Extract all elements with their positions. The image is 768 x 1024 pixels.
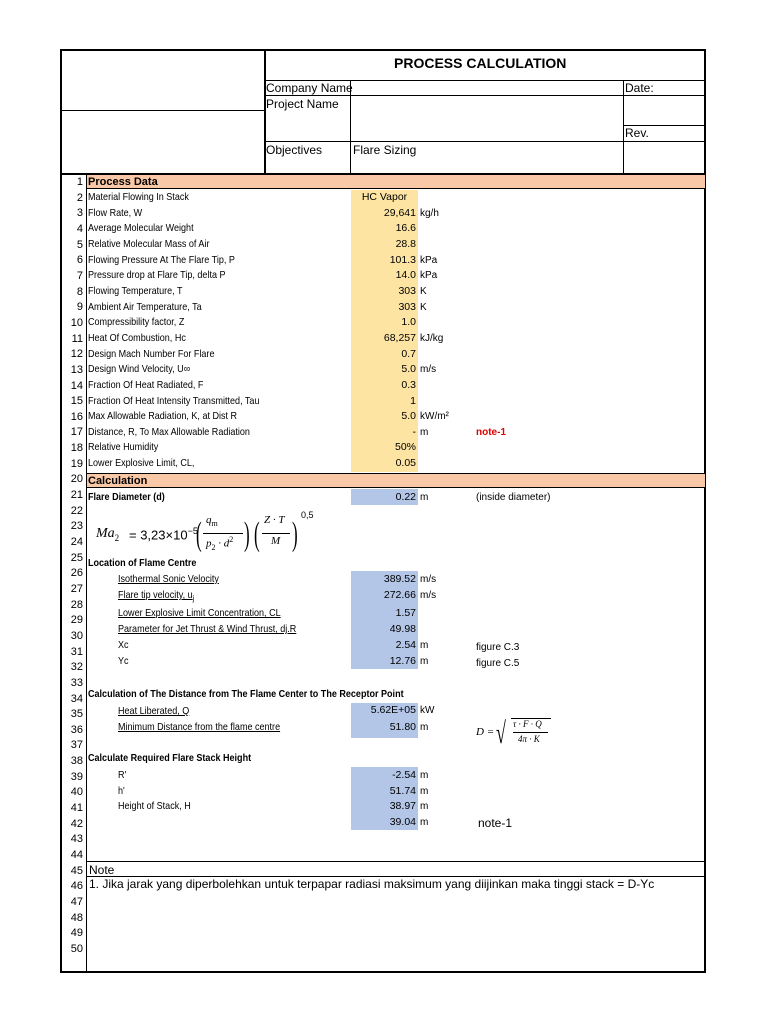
rev-label: Rev.: [625, 126, 649, 140]
flame-centre-heading: Location of Flame Centre: [88, 557, 197, 569]
lel-concentration-label: Lower Explosive Limit Concentration, CL: [118, 607, 281, 619]
process-data-label: Flow Rate, W: [88, 206, 143, 219]
note-heading: Note: [89, 863, 115, 877]
row-number: 17: [70, 426, 83, 439]
row-number: 45: [70, 864, 83, 877]
row-number: 1: [76, 176, 83, 188]
process-data-value[interactable]: 1.0: [401, 316, 416, 329]
row-number: 21: [70, 489, 83, 501]
process-data-value[interactable]: 5.0: [401, 410, 416, 423]
process-data-value[interactable]: -: [412, 425, 416, 438]
stack-height-unit: m: [420, 801, 429, 812]
page-title: PROCESS CALCULATION: [394, 55, 567, 71]
stack-height-value[interactable]: 38.97: [389, 800, 416, 812]
lel-concentration-value[interactable]: 1.57: [395, 607, 416, 619]
process-data-label: Heat Of Combustion, Hc: [88, 331, 186, 344]
flare-diameter-remark: (inside diameter): [476, 492, 551, 503]
row-number: 38: [70, 755, 83, 768]
row-number: 27: [70, 582, 83, 595]
section-process-data: Process Data: [87, 174, 705, 189]
process-data-value[interactable]: 16.6: [395, 222, 416, 235]
project-label: Project Name: [266, 97, 339, 111]
row-number: 15: [70, 395, 83, 408]
row-number: 48: [70, 911, 83, 924]
row-number: 29: [70, 614, 83, 627]
row-number: 34: [70, 692, 83, 705]
min-distance-value[interactable]: 51.80: [389, 721, 416, 733]
flare-diameter-unit: m: [420, 492, 429, 503]
row-number: 46: [70, 880, 83, 893]
flare-diameter-label: Flare Diameter (d): [88, 491, 165, 503]
process-data-value[interactable]: 68,257: [383, 331, 416, 344]
distance-formula: D = √ τ · F · Q 4π · K: [476, 716, 556, 752]
stack-height-heading: Calculate Required Flare Stack Height: [88, 752, 252, 764]
process-data-label: Material Flowing In Stack: [88, 191, 189, 203]
header-line-2: [264, 95, 706, 96]
tip-velocity-label: Flare tip velocity, $u_j$: [118, 589, 195, 604]
h-prime-unit: m: [420, 786, 429, 797]
row-number: 5: [76, 238, 83, 251]
row-number: 26: [70, 567, 83, 580]
row-number: 41: [70, 802, 83, 814]
isothermal-label: Isothermal Sonic Velocity: [118, 573, 219, 585]
process-data-label: Max Allowable Radiation, K, at Dist R: [88, 410, 238, 423]
process-data-unit: kg/h: [420, 207, 439, 219]
note-reference: note-1: [476, 426, 506, 438]
heat-liberated-value[interactable]: 5.62E+05: [370, 704, 416, 716]
row-number: 10: [70, 316, 83, 329]
yc-remark: figure C.5: [476, 658, 520, 669]
process-data-value[interactable]: 101.3: [389, 253, 416, 266]
row-number: 32: [70, 661, 83, 674]
mach-number-formula: $Ma_2$ = $3,23\times 10^{-5}$ ( $q_m$ $p_2 \cdot d^2$ ) ( Z · T M ) 0,5: [96, 510, 314, 553]
row-number: 23: [70, 520, 83, 533]
process-data-label: Design Wind Velocity, U∞: [88, 363, 191, 376]
process-data-label: Relative Humidity: [88, 441, 159, 454]
row-number: 33: [70, 676, 83, 689]
row-number: 43: [70, 833, 83, 846]
tip-velocity-unit: m/s: [420, 590, 437, 601]
row-number: 24: [70, 536, 83, 548]
process-data-label: Fraction Of Heat Intensity Transmitted, Tau: [88, 394, 260, 407]
process-data-value[interactable]: 50%: [394, 441, 416, 454]
jet-thrust-value[interactable]: 49.98: [389, 623, 416, 635]
row-number: 14: [70, 379, 83, 392]
row-number: 16: [70, 410, 83, 423]
row-number: 50: [70, 942, 83, 955]
isothermal-unit: m/s: [420, 574, 437, 585]
process-data-value[interactable]: 14.0: [395, 269, 416, 282]
row-number: 37: [70, 739, 83, 752]
row-number: 36: [70, 723, 83, 736]
row-number: 20: [70, 473, 83, 486]
xc-label: Xc: [118, 639, 129, 651]
jet-thrust-label: Parameter for Jet Thrust & Wind Thrust, dj.R: [118, 623, 297, 635]
row-number: 35: [70, 708, 83, 721]
process-data-value[interactable]: 303: [398, 284, 416, 297]
row-number: 7: [76, 269, 83, 282]
r-prime-value[interactable]: -2.54: [392, 769, 416, 781]
stack-height-alt-value[interactable]: 39.04: [389, 816, 416, 828]
row-number: 30: [70, 629, 83, 642]
objectives-value: Flare Sizing: [353, 143, 417, 157]
process-data-label: Lower Explosive Limit, CL,: [88, 457, 195, 470]
process-data-value[interactable]: HC Vapor: [361, 191, 408, 203]
row-number: 6: [76, 254, 83, 267]
row-number: 31: [70, 645, 83, 658]
row-number: 19: [70, 457, 83, 470]
process-data-label: Fraction Of Heat Radiated, F: [88, 378, 204, 391]
row-number: 18: [70, 442, 83, 455]
row-number: 4: [76, 222, 83, 235]
process-data-value[interactable]: 29,641: [383, 206, 416, 219]
r-prime-label: R': [118, 769, 127, 781]
header-line-logo: [61, 110, 265, 111]
yc-unit: m: [420, 656, 429, 667]
row-number: 8: [76, 285, 83, 298]
yc-value[interactable]: 12.76: [389, 655, 416, 667]
row-number: 39: [70, 770, 83, 783]
process-data-value[interactable]: 0.7: [401, 347, 416, 360]
row-number: 2: [76, 191, 83, 204]
row-number: 25: [70, 551, 83, 564]
min-distance-unit: m: [420, 722, 429, 733]
process-data-label: Relative Molecular Mass of Air: [88, 237, 210, 250]
heat-liberated-label: Heat Liberated, Q: [118, 705, 190, 717]
row-number: 3: [76, 207, 83, 220]
date-label: Date:: [625, 81, 654, 95]
distance-heading: Calculation of The Distance from The Flame Center to The Receptor Point: [88, 688, 404, 700]
process-data-label: Ambient Air Temperature, Ta: [88, 300, 202, 313]
row-number: 40: [70, 786, 83, 799]
process-data-value[interactable]: 0.3: [401, 378, 416, 391]
process-data-unit: kPa: [420, 270, 438, 282]
process-data-label: Flowing Pressure At The Flare Tip, P: [88, 253, 235, 266]
heat-liberated-unit: kW: [420, 705, 435, 716]
company-label: Company Name: [266, 81, 353, 95]
row-number: 49: [70, 927, 83, 940]
stack-height-label: Height of Stack, H: [118, 800, 191, 812]
flare-diameter-value[interactable]: 0.22: [395, 491, 416, 503]
process-data-value[interactable]: 28.8: [395, 237, 416, 250]
rownum-divider: [86, 174, 87, 972]
process-data-unit: K: [420, 285, 427, 297]
process-data-label: Compressibility factor, Z: [88, 316, 185, 329]
note-line-top: [87, 861, 706, 862]
xc-remark: figure C.3: [476, 642, 520, 653]
process-data-label: Pressure drop at Flare Tip, delta P: [88, 269, 226, 282]
process-data-label: Flowing Temperature, T: [88, 284, 183, 297]
note-line-1: 1. Jika jarak yang diperbolehkan untuk terpapar radiasi maksimum yang diijinkan maka tinggi stack = D-Yc: [89, 877, 655, 891]
row-number: 22: [70, 504, 83, 517]
process-data-value[interactable]: 303: [398, 300, 416, 313]
process-data-label: Design Mach Number For Flare: [88, 347, 215, 360]
r-prime-unit: m: [420, 770, 429, 781]
row-number: 13: [70, 363, 83, 376]
process-data-unit: kPa: [420, 254, 438, 266]
row-number: 11: [71, 332, 83, 345]
process-data-unit: kW/m²: [420, 411, 449, 423]
header-line-4: [264, 141, 706, 142]
row-number: 47: [70, 895, 83, 908]
row-number: 9: [76, 301, 83, 314]
process-data-value[interactable]: 5.0: [401, 363, 416, 376]
objectives-label: Objectives: [266, 143, 323, 157]
process-data-label: Average Molecular Weight: [88, 222, 194, 235]
section-calculation: Calculation: [87, 473, 705, 488]
stack-height-alt-unit: m: [420, 817, 429, 828]
isothermal-value[interactable]: 389.52: [383, 573, 416, 585]
h-prime-label: h': [118, 785, 125, 797]
process-data-unit: K: [420, 301, 427, 313]
process-data-unit: m/s: [420, 364, 437, 376]
xc-unit: m: [420, 640, 429, 651]
process-data-unit: m: [420, 426, 429, 438]
stack-height-alt-remark: note-1: [478, 816, 513, 830]
yc-label: Yc: [118, 655, 129, 667]
xc-value[interactable]: 2.54: [395, 639, 416, 651]
row-number: 12: [70, 348, 83, 361]
process-data-unit: kJ/kg: [420, 332, 444, 344]
process-data-value[interactable]: 1: [410, 394, 416, 407]
row-number: 28: [70, 598, 83, 611]
row-number: 44: [70, 849, 83, 861]
min-distance-label: Minimum Distance from the flame centre: [118, 721, 281, 733]
process-data-value[interactable]: 0.05: [395, 457, 416, 470]
row-number: 42: [70, 817, 83, 830]
tip-velocity-value[interactable]: 272.66: [383, 589, 416, 601]
process-data-label: Distance, R, To Max Allowable Radiation: [88, 425, 250, 438]
h-prime-value[interactable]: 51.74: [389, 785, 416, 797]
